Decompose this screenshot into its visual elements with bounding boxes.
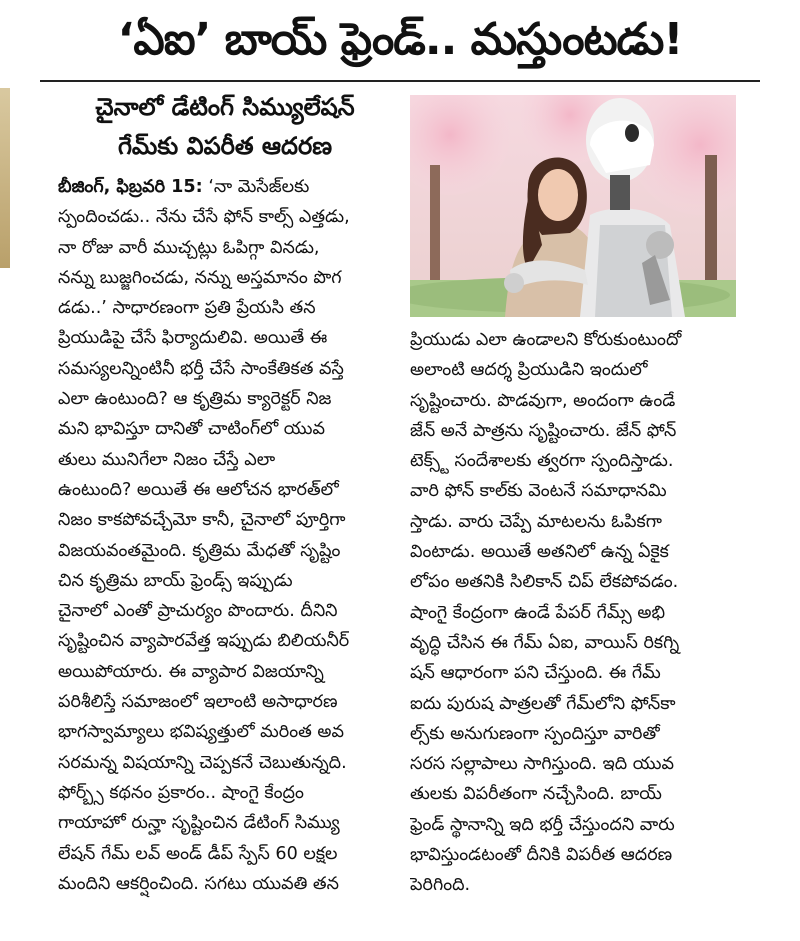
paragraph-line: ప్రియుడు ఎలా ఉండాలని కోరుకుంటుందో bbox=[410, 330, 682, 350]
paragraph-line: అయిపోయారు. ఈ వ్యాపార విజయాన్ని bbox=[58, 661, 324, 682]
paragraph-line: ఫ్రెండ్ స్థానాన్ని ఇది భర్తీ చేస్తుందని వారు bbox=[410, 814, 675, 835]
paragraph-line: తులు మునిగేలా నిజం చేస్తే ఎలా bbox=[58, 449, 276, 470]
paragraph-line: చిన కృత్రిమ బాయ్ ఫ్రెండ్స్ ఇప్పుడు bbox=[58, 570, 293, 591]
paragraph-line: లోపం అతనికి సిలికాన్ చిప్ లేకపోవడం. bbox=[410, 572, 679, 593]
paragraph-line: టెక్స్ట్ సందేశాలకు త్వరగా స్పందిస్తాడు. bbox=[410, 451, 674, 472]
paragraph-line: మందిని ఆకర్షించింది. సగటు యువతి తన bbox=[58, 873, 339, 894]
paragraph-line: విజయవంతమైంది. కృత్రిమ మేధతో సృష్టిం bbox=[58, 540, 341, 561]
page-edge-strip bbox=[0, 88, 10, 268]
paragraph-line: షాంగై కేంద్రంగా ఉండే పేపర్ గేమ్స్ అభి bbox=[410, 602, 666, 623]
paragraph-line: పరిశీలిస్తే సమాజంలో ఇలాంటి అసాధారణ bbox=[58, 692, 338, 713]
paragraph-line: సరస సల్లాపాలు సాగిస్తుంది. ఇది యువ bbox=[410, 754, 674, 775]
subheadline bbox=[60, 88, 390, 166]
paragraph-line: ఫోర్బ్స్ కథనం ప్రకారం.. షాంగై కేంద్రం bbox=[58, 782, 304, 803]
headline: ‘ఏఐ’ బాయ్ ఫ్రెండ్.. మస్తుంటడు! bbox=[117, 14, 683, 65]
paragraph-line: పెరిగింది. bbox=[410, 875, 471, 896]
paragraph-line: నిజం కాకపోవచ్చేమో కానీ, చైనాలో పూర్తిగా bbox=[58, 510, 346, 531]
paragraph-line: లేషన్ గేమ్ లవ్ అండ్ డీప్ స్పేస్ 60 లక్షల bbox=[58, 843, 338, 864]
paragraph-line: మని భావిస్తూ దానితో చాటింగ్‌లో యువ bbox=[58, 419, 326, 440]
paragraph-line: సమస్యలన్నింటినీ భర్తీ చేసే సాంకేతికత వస్తే bbox=[58, 358, 344, 379]
paragraph-line: సృష్టించారు. పొడవుగా, అందంగా ఉండే bbox=[410, 390, 676, 411]
paragraph-line: ఎలా ఉంటుంది? ఆ కృత్రిమ క్యారెక్టర్ నిజ bbox=[58, 389, 332, 410]
paragraph-line: నా రోజు వారీ ముచ్చట్లు ఓపిగ్గా వినడు, bbox=[58, 237, 320, 258]
paragraph-line: భాగస్వామ్యాలు భవిష్యత్తులో మరింత అవ bbox=[58, 722, 344, 743]
paragraph-line-text: ‘నా మెసేజ్‌లకు bbox=[208, 177, 310, 197]
headline-rule bbox=[40, 80, 760, 82]
article-column-left bbox=[58, 172, 393, 899]
subheadline-line-2: గేమ్‌కు విపరీత ఆదరణ bbox=[117, 132, 333, 160]
woman-robot-embrace-illustration bbox=[410, 95, 736, 317]
paragraph-line: స్పందించడు.. నేను చేసే ఫోన్ కాల్స్ ఎత్తడు, bbox=[58, 207, 350, 228]
paragraph-line: జేన్ అనే పాత్రను సృష్టించారు. జేన్ ఫోన్ bbox=[410, 420, 677, 441]
paragraph-line: అలాంటి ఆదర్శ ప్రియుడిని ఇందులో bbox=[410, 360, 648, 381]
paragraph-line: ఉంటుంది? అయితే ఈ ఆలోచన భారత్‌లో bbox=[58, 479, 339, 500]
paragraph-line: ఐదు పురుష పాత్రలతో గేమ్‌లోని ఫోన్‌కా bbox=[410, 693, 676, 714]
paragraph-line: షన్ ఆధారంగా పని చేస్తుంది. ఈ గేమ్ bbox=[410, 663, 661, 684]
paragraph-line: ప్రియుడిపై చేసే ఫిర్యాదులివి. అయితే ఈ bbox=[58, 328, 328, 349]
paragraph-line: వృద్ధి చేసిన ఈ గేమ్ ఏఐ, వాయిస్ రికగ్ని bbox=[410, 632, 680, 653]
paragraph-line: తులకు విపరీతంగా నచ్చేసింది. బాయ్ bbox=[410, 784, 662, 805]
paragraph-line: వింటాడు. అయితే అతనిలో ఉన్న ఏకైక bbox=[410, 542, 669, 563]
paragraph-line: చైనాలో ఎంతో ప్రాచుర్యం పొందారు. దీనిని bbox=[58, 601, 338, 622]
paragraph-line: సృష్టించిన వ్యాపారవేత్త ఇప్పుడు బిలియనీర్ bbox=[58, 631, 350, 652]
paragraph-line: ల్స్‌కు అనుగుణంగా స్పందిస్తూ వారితో bbox=[410, 723, 660, 744]
paragraph-line: సరమన్న విషయాన్ని చెప్పకనే చెబుతున్నది. bbox=[58, 752, 347, 773]
paragraph-line: భావిస్తుండటంతో దీనికి విపరీత ఆదరణ bbox=[410, 845, 673, 866]
dateline: బీజింగ్, ఫిబ్రవరి 15: bbox=[58, 177, 203, 197]
paragraph-line: గాయాహో రున్హా సృష్టించిన డేటింగ్ సిమ్యు bbox=[58, 813, 340, 834]
paragraph-line: స్తాడు. వారు చెప్పే మాటలను ఓపికగా bbox=[410, 511, 662, 532]
article-column-right bbox=[410, 325, 740, 901]
paragraph-line: నన్ను బుజ్జగించడు, నన్ను అస్తమానం పొగ bbox=[58, 267, 342, 288]
subheadline-line-1: చైనాలో డేటింగ్ సిమ్యులేషన్ bbox=[95, 93, 355, 121]
paragraph-line: వారి ఫోన్ కాల్‌కు వెంటనే సమాధానమి bbox=[410, 481, 667, 502]
paragraph-line: డడు..’ సాధారణంగా ప్రతి ప్రేయసి తన bbox=[58, 298, 316, 319]
article-photo bbox=[410, 95, 736, 317]
paragraph-line bbox=[58, 172, 393, 202]
